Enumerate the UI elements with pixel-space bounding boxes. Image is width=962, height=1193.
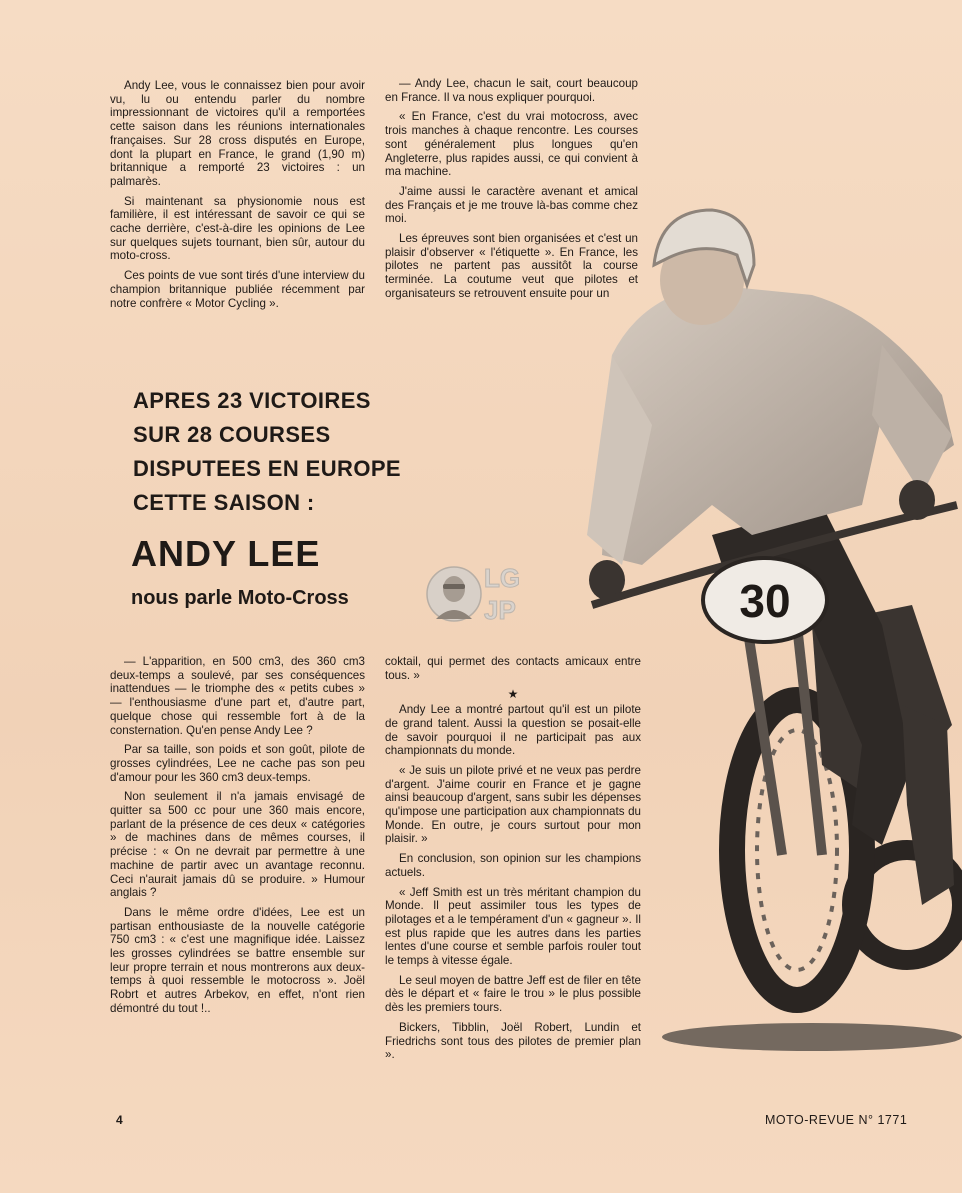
paragraph: Dans le même ordre d'idées, Lee est un partisan enthousiaste de la nouvelle catégorie 750 cm3 : « c'est une magnifique idée. Laissez les grosses cylindrées se battre ensemble sur leur propre terrain et nous montrerons aux deux-temps à quoi ressemble le motocross ». Joël Robrt et autres Arbekov, en effet, n'ont rien démontré du tout !.. [110,905,365,1015]
paragraph: Les épreuves sont bien organisées et c'est un plaisir d'observer « l'étiquette ». En France, les pilotes ne partent pas aussitôt la course terminée. La coutume veut que pilotes et organisateurs se retrouvent ensuite pour un [385,232,638,300]
body-column-left [110,655,365,1022]
headline [133,384,463,520]
article-title: ANDY LEE [131,533,321,574]
paragraph: Andy Lee, vous le connaissez bien pour avoir vu, lu ou entendu parler du nombre impressionnant de victoires qu'il a remportées cette saison dans les réunions internationales françaises. Sur 28 cross disputés en Europe, dont la plupart en France, le grand (1,90 m) britannique a remporté 23 victoires : un palmarès. [110,79,365,188]
paragraph: Le seul moyen de battre Jeff est de filer en tête dès le départ et « faire le trou » le plus possible dès les premiers tours. [385,973,641,1015]
magazine-footer: MOTO-REVUE N° 1771 [765,1113,908,1127]
paragraph: « Jeff Smith est un très méritant champion du Monde. Il peut assimiler tous les types de pilotages et a le tempérament d'un « gagneur ». Il est plus rapide que les autres dans les parties lentes d'une course et semble parfois rouler tout le temps à vitesse égale. [385,885,641,968]
stamp-letters-top: LG [484,563,521,593]
intro-column-left [110,79,365,316]
paragraph: — Andy Lee, chacun le sait, court beaucoup en France. Il va nous expliquer pourquoi. [385,77,638,104]
paragraph: « En France, c'est du vrai motocross, avec trois manches à chaque rencontre. Les courses sont généralement plus longues qu'en Angleterre, plus rapides aussi, ce qui convient à ma machine. [385,110,638,179]
paragraph: Ces points de vue sont tirés d'une interview du champion britannique publiée récemment par notre confrère « Motor Cycling ». [110,269,365,310]
paragraph: — L'apparition, en 500 cm3, des 360 cm3 deux-temps a soulevé, par ses conséquences inattendues — le triomphe des « petits cubes » — l'enthousiasme d'une part et, d'autre part, quelque chose qui ressemble fort à de la consternation. Qu'en pense Andy Lee ? [110,655,365,737]
paragraph: Bickers, Tibblin, Joël Robert, Lundin et Friedrichs sont tous des pilotes de premier plan ». [385,1020,641,1062]
paragraph: Andy Lee a montré partout qu'il est un pilote de grand talent. Aussi la question se posait-elle de savoir pourquoi il ne participait pas aux championnats du monde. [385,703,641,758]
headline-line: APRES 23 VICTOIRES [133,388,371,413]
star-separator: ★ [507,687,519,702]
article-subtitle: nous parle Moto-Cross [131,587,349,609]
paragraph: Si maintenant sa physionomie nous est familière, il est intéressant de savoir ce qui se cache derrière, c'est-à-dire les opinions de Lee sur quelques sujets tournant, bien sûr, autour du moto-cross. [110,194,365,263]
paragraph: En conclusion, son opinion sur les champions actuels. [385,852,641,879]
headline-line: SUR 28 COURSES [133,422,331,447]
paragraph: « Je suis un pilote privé et ne veux pas perdre d'argent. J'aime courir en France et je gagne ainsi beaucoup d'argent, sans subir les dépenses qu'impose une participation aux championnats du Monde. En outre, je cours surtout pour mon plaisir. » [385,763,641,846]
watermark-stamp [424,557,536,633]
paragraph: Par sa taille, son poids et son goût, pilote de grosses cylindrées, Lee ne cache pas son peu d'amour pour les 360 cm3 deux-temps. [110,743,365,784]
paragraph: J'aime aussi le caractère avenant et amical des Français et je me trouve là-bas comme chez moi. [385,184,638,226]
headline-line: CETTE SAISON : [133,490,315,515]
body-column-right [385,655,641,1068]
race-number: 30 [739,575,791,627]
page-number: 4 [116,1113,123,1127]
stamp-letters-bottom: JP [484,595,516,625]
paragraph: Non seulement il n'a jamais envisagé de quitter sa 500 cc pour une 360 mais encore, parlant de la présence de ces deux « catégories » de machines dans de mêmes courses, il précise : « On ne devrait par permettre à une machine de partir avec un avantage reconnu. Ceci n'aurait jamais dû se produire. » Humour anglais ? [110,790,365,900]
headline-line: DISPUTEES EN EUROPE [133,456,401,481]
paragraph: coktail, qui permet des contacts amicaux entre tous. » [385,655,641,682]
